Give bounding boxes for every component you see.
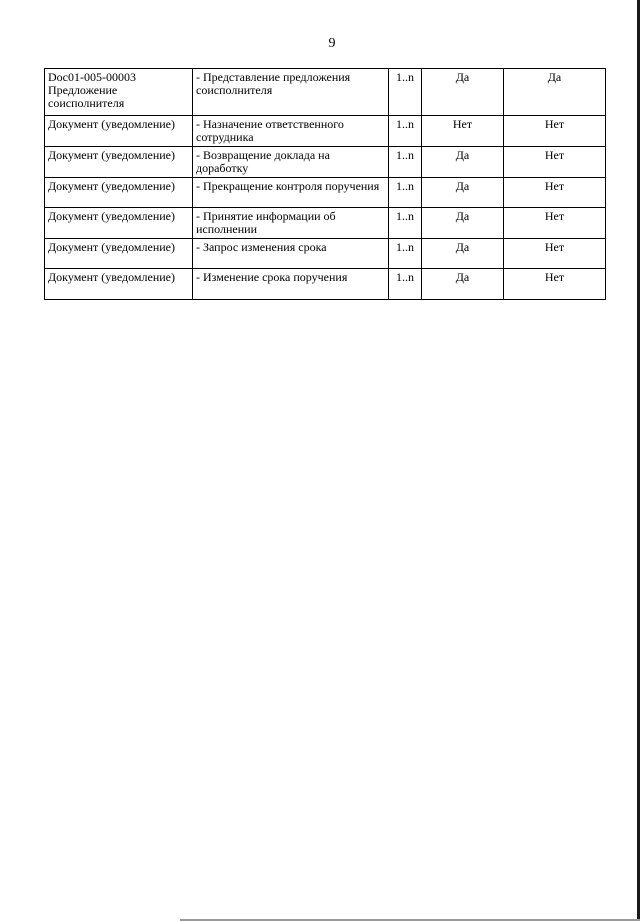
document-table	[44, 68, 606, 300]
multiplicity-cell: 1..n	[389, 178, 422, 208]
flag-cell-col5: Да	[504, 69, 606, 116]
action-line: сотрудника	[196, 130, 254, 144]
multiplicity-cell: 1..n	[389, 269, 422, 300]
multiplicity-cell: 1..n	[389, 147, 422, 178]
document-type-line: Doc01-005-00003	[48, 70, 136, 84]
document-type-line: Документ (уведомление)	[48, 117, 175, 131]
document-type-line: Документ (уведомление)	[48, 270, 175, 284]
flag-cell-col5: Нет	[504, 239, 606, 269]
action-line: - Изменение срока поручения	[196, 270, 348, 284]
action-line: доработку	[196, 161, 249, 175]
document-type-cell	[45, 147, 193, 178]
flag-cell-col5: Нет	[504, 116, 606, 147]
multiplicity-cell: 1..n	[389, 239, 422, 269]
flag-cell-col4: Да	[422, 239, 504, 269]
table-row	[45, 147, 606, 178]
action-cell	[193, 208, 389, 239]
flag-cell-col4: Да	[422, 178, 504, 208]
document-type-line: Документ (уведомление)	[48, 148, 175, 162]
action-line: - Запрос изменения срока	[196, 240, 327, 254]
table-row	[45, 69, 606, 116]
multiplicity-cell: 1..n	[389, 116, 422, 147]
flag-cell-col4: Нет	[422, 116, 504, 147]
document-type-cell	[45, 269, 193, 300]
document-type-cell	[45, 69, 193, 116]
table-row	[45, 178, 606, 208]
action-cell	[193, 116, 389, 147]
multiplicity-cell: 1..n	[389, 208, 422, 239]
document-type-line: соисполнителя	[48, 96, 125, 110]
flag-cell-col5: Нет	[504, 178, 606, 208]
flag-cell-col4: Да	[422, 147, 504, 178]
table-row	[45, 269, 606, 300]
flag-cell-col4: Да	[422, 269, 504, 300]
action-line: - Назначение ответственного	[196, 117, 344, 131]
flag-cell-col5: Нет	[504, 147, 606, 178]
table-row	[45, 116, 606, 147]
document-type-cell	[45, 208, 193, 239]
document-type-line: Документ (уведомление)	[48, 179, 175, 193]
flag-cell-col4: Да	[422, 208, 504, 239]
action-line: - Принятие информации об	[196, 209, 336, 223]
table-row	[45, 208, 606, 239]
flag-cell-col5: Нет	[504, 269, 606, 300]
action-cell	[193, 269, 389, 300]
action-cell	[193, 239, 389, 269]
document-type-cell	[45, 239, 193, 269]
document-type-line: Документ (уведомление)	[48, 240, 175, 254]
page-number: 9	[328, 36, 336, 51]
action-cell	[193, 147, 389, 178]
flag-cell-col4: Да	[422, 69, 504, 116]
action-line: исполнении	[196, 222, 258, 236]
table-row	[45, 239, 606, 269]
document-type-line: Предложение	[48, 83, 118, 97]
document-type-cell	[45, 178, 193, 208]
document-type-cell	[45, 116, 193, 147]
action-cell	[193, 69, 389, 116]
action-line: - Возвращение доклада на	[196, 148, 330, 162]
multiplicity-cell: 1..n	[389, 69, 422, 116]
document-type-line: Документ (уведомление)	[48, 209, 175, 223]
action-line: соисполнителя	[196, 83, 273, 97]
flag-cell-col5: Нет	[504, 208, 606, 239]
action-line: - Представление предложения	[196, 70, 351, 84]
action-line: - Прекращение контроля поручения	[196, 179, 380, 193]
action-cell	[193, 178, 389, 208]
